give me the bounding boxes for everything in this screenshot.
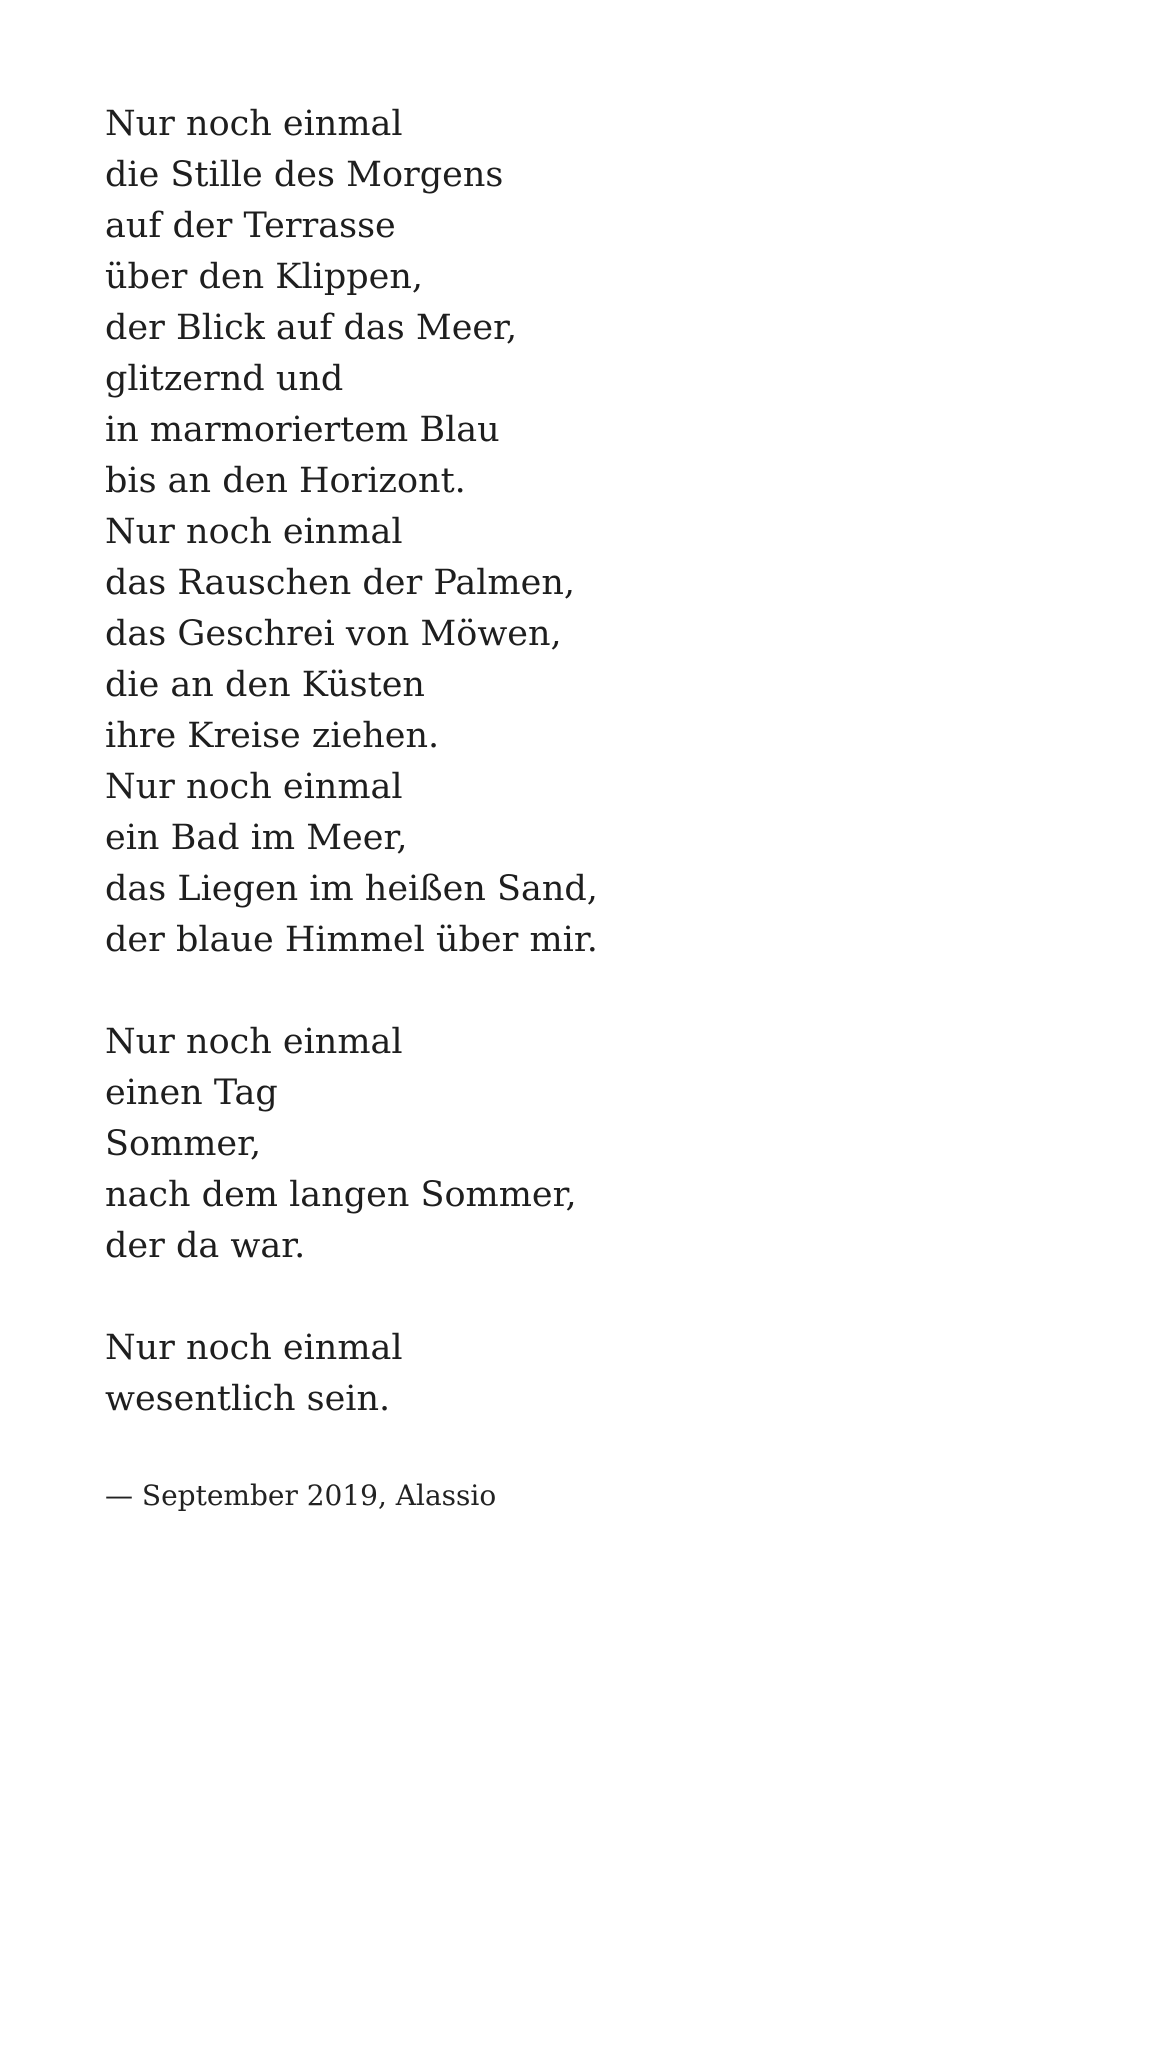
poem-line: glitzernd und <box>105 359 344 399</box>
poem-line: der da war. <box>105 1226 306 1266</box>
poem-line: das Rauschen der Palmen, <box>105 563 575 603</box>
poem-signature: — September 2019, Alassio <box>105 1479 497 1512</box>
poem-line: Nur noch einmal <box>105 512 403 552</box>
poem-line: in marmoriertem Blau <box>105 410 500 450</box>
poem-line: das Geschrei von Möwen, <box>105 614 562 654</box>
poem-line: einen Tag <box>105 1073 278 1113</box>
poem-line: der blaue Himmel über mir. <box>105 920 598 960</box>
poem-line: das Liegen im heißen Sand, <box>105 869 598 909</box>
poem-line: Nur noch einmal <box>105 1022 403 1062</box>
poem-line: nach dem langen Sommer, <box>105 1175 577 1215</box>
stanza-3 <box>105 1323 1105 1425</box>
poem-line: Sommer, <box>105 1124 262 1164</box>
poem-line: die an den Küsten <box>105 665 425 705</box>
poem-line: Nur noch einmal <box>105 104 403 144</box>
stanza-2 <box>105 1017 1105 1272</box>
poem-line: ihre Kreise ziehen. <box>105 716 440 756</box>
poem-line: die Stille des Morgens <box>105 155 504 195</box>
poem-line: bis an den Horizont. <box>105 461 466 501</box>
stanza-1 <box>105 99 1105 966</box>
poem-page <box>105 99 1105 1516</box>
poem-line: der Blick auf das Meer, <box>105 308 518 348</box>
poem-line: ein Bad im Meer, <box>105 818 408 858</box>
poem-line: wesentlich sein. <box>105 1379 391 1419</box>
poem-line: auf der Terrasse <box>105 206 396 246</box>
poem-line: Nur noch einmal <box>105 1328 403 1368</box>
poem-line: über den Klippen, <box>105 257 424 297</box>
poem-line: Nur noch einmal <box>105 767 403 807</box>
